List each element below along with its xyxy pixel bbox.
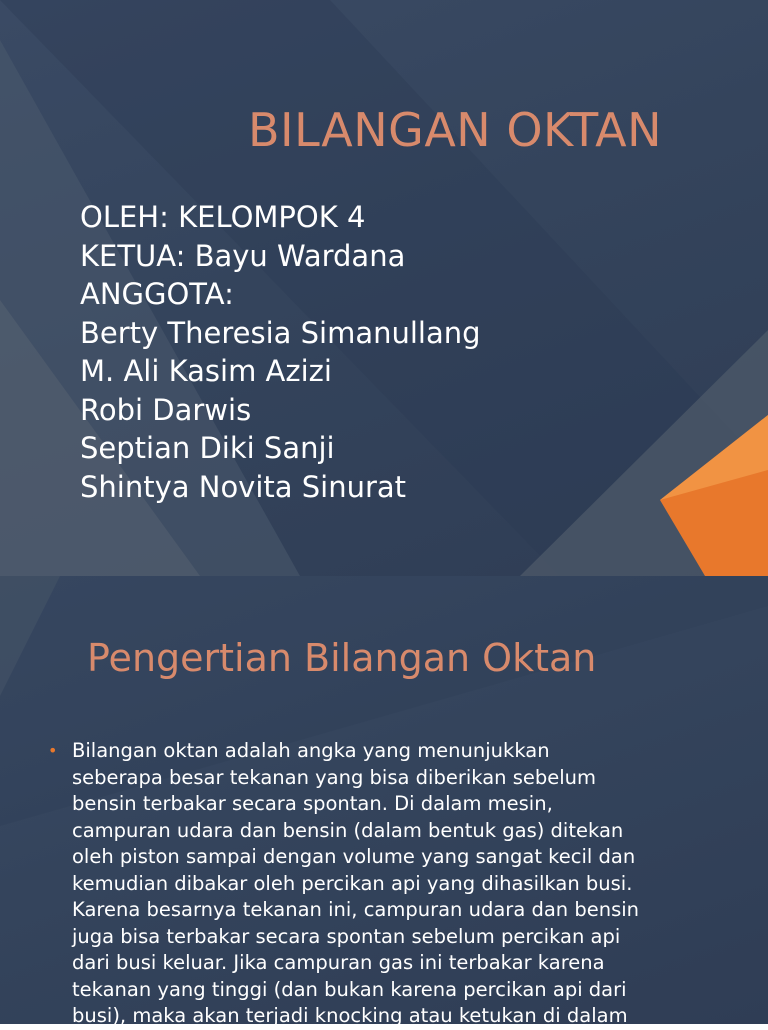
subtitle-line: M. Ali Kasim Azizi xyxy=(80,354,332,388)
slide-subtitle xyxy=(80,198,481,506)
subtitle-line: KETUA: Bayu Wardana xyxy=(80,238,406,273)
subtitle-line: Robi Darwis xyxy=(80,392,252,427)
bullet-text: Bilangan oktan adalah angka yang menunjukkan seberapa besar tekanan yang bisa diberikan sebelum bensin terbakar secara spontan. Di dalam mesin, campuran udara dan bensin (dalam bentuk gas) ditekan oleh piston sampai dengan volume yang sangat kecil dan kemudian dibakar oleh percikan api yang dihasilkan busi. Karena besarnya tekanan ini, campuran udara dan bensin juga bisa terbakar secara spontan sebelum percikan api dari busi keluar. Jika campuran gas ini terbakar karena tekanan yang tinggi (dan bukan karena percikan api dari busi), maka akan terjadi knocking atau ketukan di dalam xyxy=(72,739,640,1027)
slide-title: Pengertian Bilangan Oktan xyxy=(87,636,597,680)
subtitle-line: Septian Diki Sanji xyxy=(80,431,335,465)
bullet-item xyxy=(48,738,748,1030)
subtitle-line: Shintya Novita Sinurat xyxy=(80,469,407,504)
subtitle-line: ANGGOTA: xyxy=(80,277,234,311)
subtitle-line: OLEH: KELOMPOK 4 xyxy=(80,200,366,234)
subtitle-line: Berty Theresia Simanullang xyxy=(80,315,481,350)
slide-title: BILANGAN OKTAN xyxy=(248,103,663,157)
bullet-icon: • xyxy=(48,741,58,760)
